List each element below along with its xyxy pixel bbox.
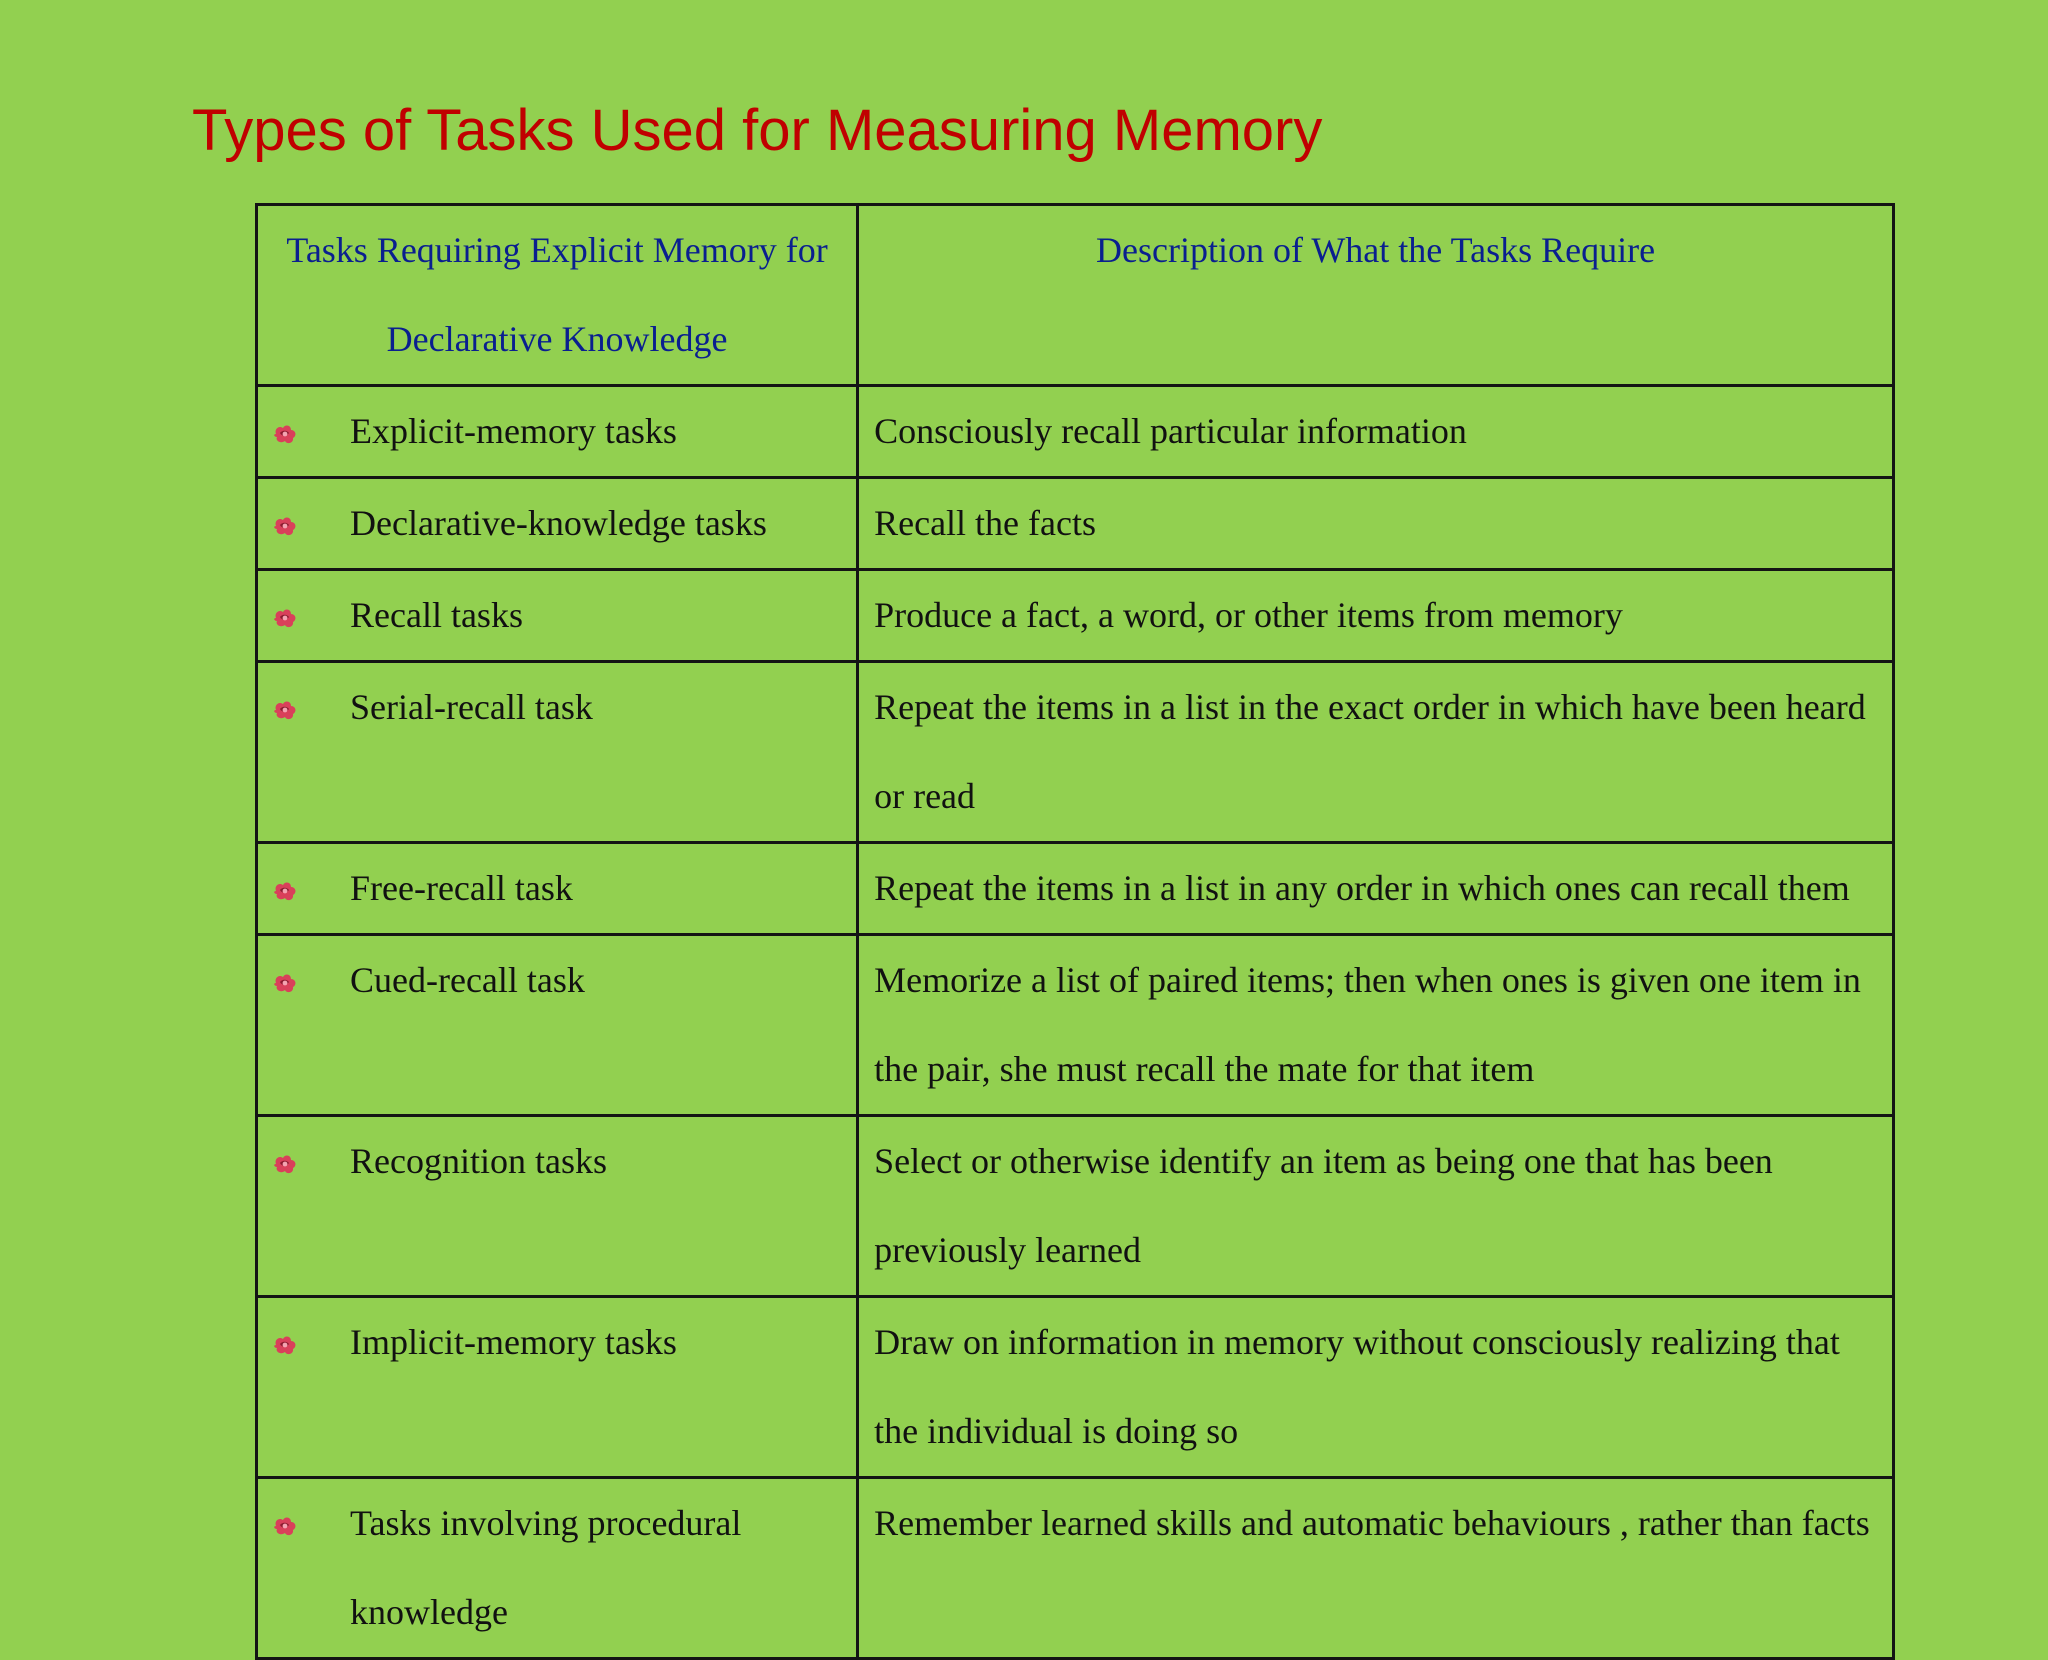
task-description: Draw on information in memory without consciously realizing that the individual is doing so bbox=[858, 1297, 1894, 1478]
table-row bbox=[257, 478, 1894, 570]
task-name: Recall tasks bbox=[350, 595, 523, 635]
header-tasks: Tasks Requiring Explicit Memory for Declarative Knowledge bbox=[257, 205, 858, 386]
table-row bbox=[257, 1478, 1894, 1659]
table-row bbox=[257, 1116, 1894, 1297]
task-description: Repeat the items in a list in the exact order in which have been heard or read bbox=[858, 662, 1894, 843]
task-cell bbox=[257, 1297, 858, 1478]
table-row bbox=[257, 662, 1894, 843]
flower-bullet-icon bbox=[272, 880, 298, 902]
flower-bullet-icon bbox=[272, 1153, 298, 1175]
task-cell bbox=[257, 1116, 858, 1297]
table-header-row bbox=[257, 205, 1894, 386]
table-row bbox=[257, 570, 1894, 662]
task-name: Serial-recall task bbox=[350, 687, 593, 727]
task-cell bbox=[257, 386, 858, 478]
table-row bbox=[257, 386, 1894, 478]
task-description: Select or otherwise identify an item as being one that has been previously learned bbox=[858, 1116, 1894, 1297]
task-cell bbox=[257, 935, 858, 1116]
flower-bullet-icon bbox=[272, 607, 298, 629]
memory-tasks-table bbox=[255, 203, 1895, 1660]
table-row bbox=[257, 935, 1894, 1116]
task-description: Remember learned skills and automatic behaviours , rather than facts bbox=[858, 1478, 1894, 1659]
task-cell bbox=[257, 843, 858, 935]
table-row bbox=[257, 843, 1894, 935]
task-name: Tasks involving procedural knowledge bbox=[350, 1503, 742, 1632]
task-cell bbox=[257, 478, 858, 570]
task-description: Recall the facts bbox=[858, 478, 1894, 570]
flower-bullet-icon bbox=[272, 423, 298, 445]
slide-title: Types of Tasks Used for Measuring Memory bbox=[192, 98, 1323, 163]
task-description: Consciously recall particular information bbox=[858, 386, 1894, 478]
task-cell bbox=[257, 1478, 858, 1659]
table-row bbox=[257, 1297, 1894, 1478]
flower-bullet-icon bbox=[272, 972, 298, 994]
flower-bullet-icon bbox=[272, 515, 298, 537]
header-description: Description of What the Tasks Require bbox=[858, 205, 1894, 386]
flower-bullet-icon bbox=[272, 1515, 298, 1537]
flower-bullet-icon bbox=[272, 699, 298, 721]
task-name: Recognition tasks bbox=[350, 1141, 607, 1181]
task-description: Produce a fact, a word, or other items from memory bbox=[858, 570, 1894, 662]
task-cell bbox=[257, 570, 858, 662]
task-name: Free-recall task bbox=[350, 868, 573, 908]
task-description: Memorize a list of paired items; then when ones is given one item in the pair, she must recall the mate for that item bbox=[858, 935, 1894, 1116]
task-name: Implicit-memory tasks bbox=[350, 1322, 677, 1362]
task-name: Cued-recall task bbox=[350, 960, 585, 1000]
task-cell bbox=[257, 662, 858, 843]
task-name: Explicit-memory tasks bbox=[350, 411, 677, 451]
flower-bullet-icon bbox=[272, 1334, 298, 1356]
task-description: Repeat the items in a list in any order in which ones can recall them bbox=[858, 843, 1894, 935]
task-name: Declarative-knowledge tasks bbox=[350, 503, 767, 543]
